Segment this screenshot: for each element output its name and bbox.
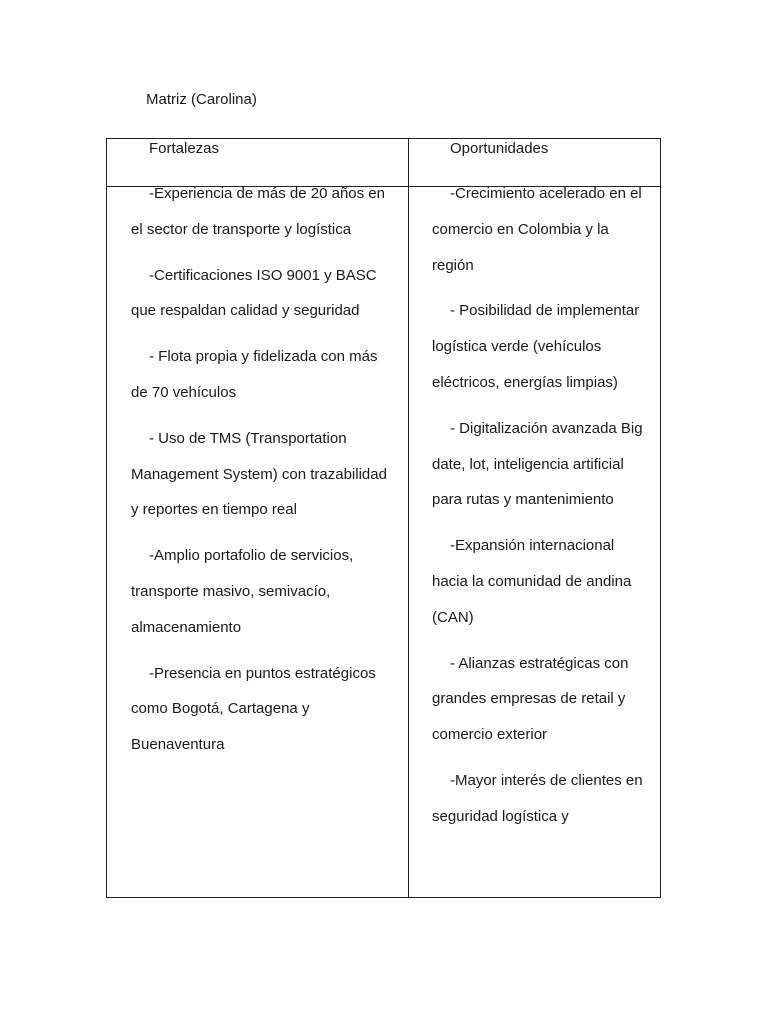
fortalezas-list [131,176,393,773]
fortaleza-item: -Amplio portafolio de servicios, transporte masivo, semivacío, almacenamiento [131,547,354,636]
oportunidades-list [432,176,654,845]
fortaleza-item: -Presencia en puntos estratégicos como Bogotá, Cartagena y Buenaventura [131,664,376,754]
swot-matrix-table [106,138,661,898]
fortaleza-item: -Experiencia de más de 20 años en el sector de transporte y logística [131,185,385,238]
fortalezas-header: Fortalezas [149,140,220,157]
oportunidad-item: -Crecimiento acelerado en el comercio en Colombia y la región [432,185,642,274]
oportunidades-header: Oportunidades [450,140,549,157]
fortaleza-item: -Certificaciones ISO 9001 y BASC que respaldan calidad y seguridad [131,266,377,320]
column-divider [408,139,409,897]
document-title: Matriz (Carolina) [146,91,257,108]
fortaleza-item: - Flota propia y fidelizada con más de 70 vehículos [131,348,378,401]
oportunidad-item: - Digitalización avanzada Big date, lot, inteligencia artificial para rutas y mantenimiento [432,419,643,509]
fortaleza-item: - Uso de TMS (Transportation Management System) con trazabilidad y reportes en tiempo real [131,429,387,519]
oportunidad-item: - Posibilidad de implementar logística verde (vehículos eléctricos, energías limpias) [432,302,640,391]
oportunidad-item: - Alianzas estratégicas con grandes empresas de retail y comercio exterior [432,654,629,744]
oportunidad-item: -Expansión internacional hacia la comunidad de andina (CAN) [432,537,632,626]
oportunidad-item: -Mayor interés de clientes en seguridad logística y [432,771,643,825]
